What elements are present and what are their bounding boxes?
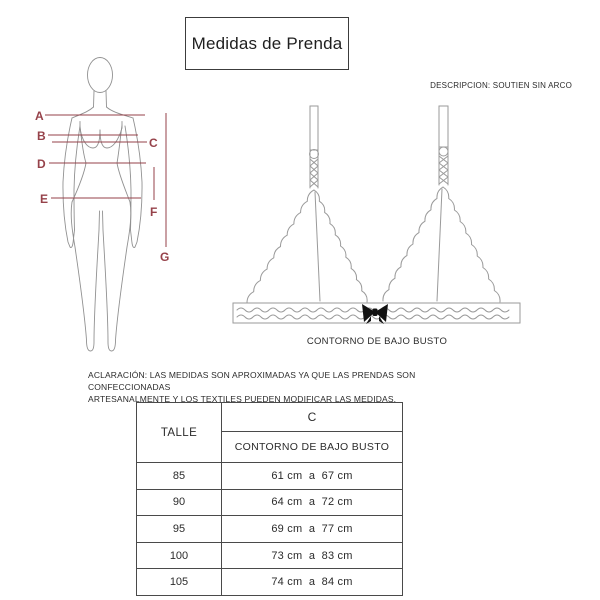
right-strap [439,106,448,185]
header-c-letter: C [222,403,403,432]
body-outline [63,58,142,352]
left-strap [310,106,319,188]
measure-label-d: D [37,157,46,171]
table-row [137,569,403,596]
bra-illustration [225,100,535,330]
band-measure-label: CONTORNO DE BAJO BUSTO [306,336,448,347]
size-table [136,402,403,596]
measure-label-c: C [149,136,158,150]
measure-label-b: B [37,129,46,143]
disclaimer-line-1: ACLARACIÓN: LAS MEDIDAS SON APROXIMADAS YA QUE LAS PRENDAS SON CONFECCIONADAS [88,370,416,392]
table-header-row-1 [137,403,403,432]
right-cup [383,187,500,302]
page-title: Medidas de Prenda [191,33,343,53]
table-row [137,463,403,490]
table-row [137,516,403,543]
talle-value: 95 [137,516,222,543]
talle-value: 105 [137,569,222,596]
talle-value: 90 [137,489,222,516]
table-row [137,489,403,516]
measure-label-e: E [40,192,49,206]
talle-value: 85 [137,463,222,490]
body-measurement-figure [30,50,180,360]
range-value: 64 cm a 72 cm [222,489,403,516]
garment-description: DESCRIPCION: SOUTIEN SIN ARCO [430,81,572,90]
disclaimer-text [88,369,483,405]
measure-label-a: A [35,109,44,123]
header-talle: TALLE [137,403,222,463]
title-box [185,17,349,70]
header-c-name: CONTORNO DE BAJO BUSTO [222,432,403,463]
talle-value: 100 [137,542,222,569]
table-row [137,542,403,569]
range-value: 69 cm a 77 cm [222,516,403,543]
measure-label-f: F [150,205,158,219]
range-value: 61 cm a 67 cm [222,463,403,490]
measure-label-g: G [160,250,170,264]
range-value: 74 cm a 84 cm [222,569,403,596]
range-value: 73 cm a 83 cm [222,542,403,569]
disclaimer-line-2: ARTESANALMENTE Y LOS TEXTILES PUEDEN MODIFICAR LAS MEDIDAS. [88,394,397,404]
measurement-lines [35,109,169,264]
left-cup [247,190,367,303]
